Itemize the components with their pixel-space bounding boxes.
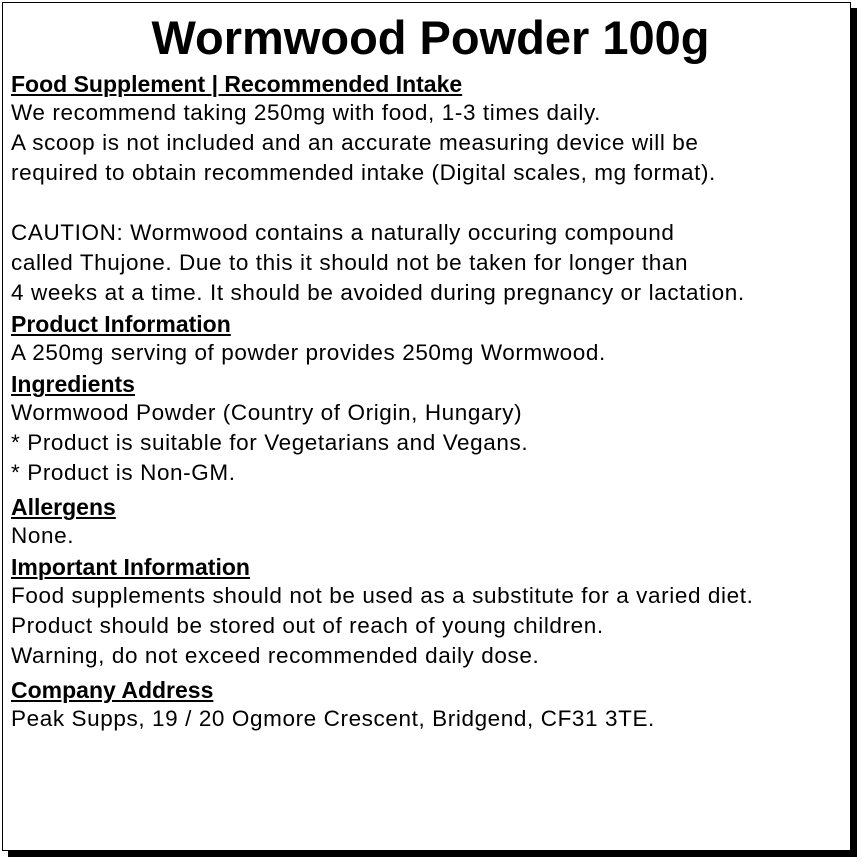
section-heading: Important Information <box>11 554 250 580</box>
text-line: None. <box>11 523 75 548</box>
text-line: We recommend taking 250mg with food, 1-3 times daily. <box>11 100 601 125</box>
page-title: Wormwood Powder 100g <box>151 11 710 64</box>
text-line: Food supplements should not be used as a substitute for a varied diet. <box>11 583 754 608</box>
text-line: Wormwood Powder (Country of Origin, Hungary) <box>11 400 523 425</box>
label-content <box>11 70 856 734</box>
text-line: * Product is Non-GM. <box>11 460 236 485</box>
text-line: * Product is suitable for Vegetarians and Vegans. <box>11 430 529 455</box>
section-heading: Food Supplement | Recommended Intake <box>11 71 463 97</box>
section-allergens <box>11 493 856 551</box>
text-line: Peak Supps, 19 / 20 Ogmore Crescent, Bridgend, CF31 3TE. <box>11 706 655 731</box>
text-line: Product should be stored out of reach of young children. <box>11 613 604 638</box>
text-line: Warning, do not exceed recommended daily dose. <box>11 643 540 668</box>
section-heading: Product Information <box>11 311 231 337</box>
blank-line <box>11 188 856 218</box>
text-line: A scoop is not included and an accurate measuring device will be <box>11 130 699 155</box>
section-company-address <box>11 676 856 734</box>
section-product-information <box>11 310 856 368</box>
caution-line: 4 weeks at a time. It should be avoided during pregnancy or lactation. <box>11 280 745 305</box>
section-recommended-intake <box>11 70 856 308</box>
caution-line: CAUTION: Wormwood contains a naturally occuring compound <box>11 220 675 245</box>
section-ingredients <box>11 370 856 488</box>
text-line: required to obtain recommended intake (Digital scales, mg format). <box>11 160 716 185</box>
section-heading: Company Address <box>11 677 214 703</box>
section-heading: Ingredients <box>11 371 135 397</box>
section-heading: Allergens <box>11 494 116 520</box>
caution-line: called Thujone. Due to this it should not be taken for longer than <box>11 250 689 275</box>
section-important-information <box>11 553 856 671</box>
text-line: A 250mg serving of powder provides 250mg Wormwood. <box>11 340 606 365</box>
